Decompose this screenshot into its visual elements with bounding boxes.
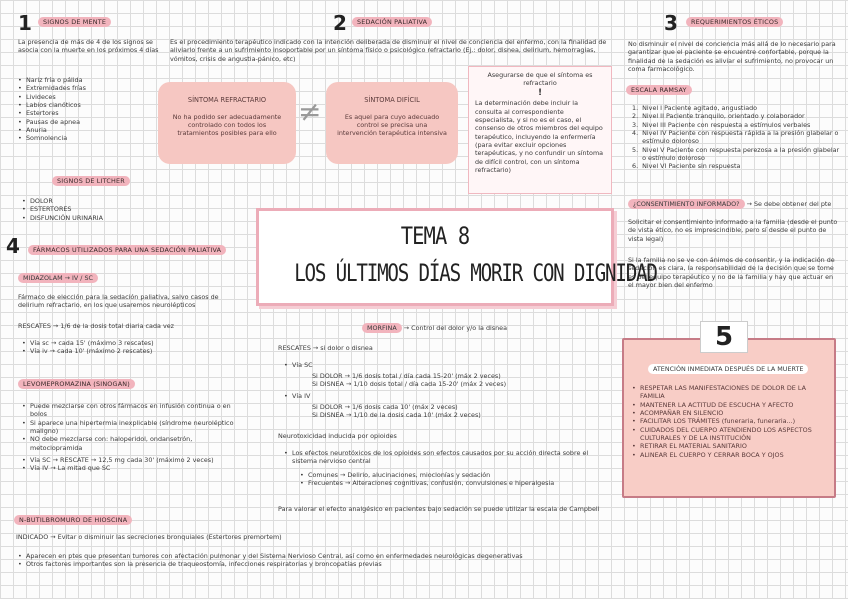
refractory-card-text: No ha podido ser adecuadamente controlado con todos los tratamientos posibles para ello: [172, 112, 282, 138]
via-iv: • Vía IV: [284, 392, 614, 400]
rescates-list: [22, 339, 232, 356]
ramsay-text: Nivel III Paciente con respuesta a estímulos verbales: [642, 120, 811, 129]
list-item: • Vía iv → cada 10' (máximo 2 rescates): [22, 347, 232, 355]
warning-icon: !: [537, 87, 543, 98]
ramsay-num: 4.: [632, 128, 639, 137]
butil-title: N-BUTILBROMURO DE HIOSCINA: [14, 515, 132, 525]
levo-title: LEVOMEPROMAZINA (SINOGAN): [18, 379, 135, 389]
morfina-routes: [284, 361, 614, 369]
list-item: • RETIRAR EL MATERIAL SANITARIO: [632, 442, 830, 450]
rescates-text: RESCATES → 1/6 de la dosis total diaria cada vez: [18, 322, 175, 330]
list-item: • Vía SC → RESCATE → 12,5 mg cada 30' (máximo 2 veces): [22, 456, 240, 464]
list-item: • CUIDADOS DEL CUERPO ATENDIENDO LOS ASPECTOS CULTURALES Y DE LA INSTITUCIÓN: [632, 426, 830, 443]
list-item: • Frecuentes → Alteraciones cognitivas, confusión, convulsiones e hiperalgesia: [300, 479, 610, 487]
section-1-intro: La presencia de más de 4 de los signos se asocia con la muerte en los próximos 4 días: [18, 38, 159, 55]
list-item: • Estertores: [18, 109, 158, 117]
neuro-list: [284, 449, 614, 466]
list-item: • DOLOR: [22, 197, 162, 205]
list-item: • Aparecen en ptes que presentan tumores con afectación pulmonar y del Sistema Nervioso Central, así como en enfermedades neurológicas degenerativas: [18, 552, 638, 560]
section-5-title: ATENCIÓN INMEDIATA DESPUÉS DE LA MUERTE: [648, 364, 808, 374]
section-1-number: 1: [18, 11, 32, 35]
butil-list: [18, 552, 638, 569]
section-5-number: 5: [714, 322, 734, 352]
morfina-routes-iv: [284, 392, 614, 400]
consent-line: [628, 199, 842, 209]
morfina-title: MORFINA: [362, 323, 402, 333]
note-text: La determinación debe incluir la consulta al correspondiente especialista, y si no es el caso, el consenso de otros miembros del equipo terapéutico, incluyendo la enfermería (para evitar excluir opciones terapéuticas, y no confundir un síntoma de difícil control, con un síntoma refractario): [475, 99, 604, 174]
ramsay-list: [632, 104, 842, 171]
ramsay-level: [632, 104, 842, 112]
ramsay-level: [632, 162, 842, 170]
morfina-subtitle: → Control del dolor y/o la disnea: [403, 324, 508, 332]
main-title-line-2: LOS ÚLTIMOS DÍAS MORIR CON DIGNIDAD: [294, 259, 657, 288]
consent-text-2: Si la familia no se ve con ánimos de consentir, y la indicación de sedación es clara, la responsabilidad de la decisión que se tome es del equipo terapéutico y no de la familia y hay que actuar en el mayor bien del enfermo: [628, 256, 835, 289]
morfina-line: [362, 323, 622, 333]
consent-question: ¿CONSENTIMIENTO INFORMADO?: [628, 199, 745, 209]
section-2-intro: Es el procedimiento terapéutico indicado con la intención deliberada de disminuir el nivel de conciencia del enfermo, con la finalidad de aliviarlo frente a un sufrimiento insoportable por un síntoma físico o psicológico refractario (Ej.: dolor, disnea, delirium, hemorragias, vómitos, crisis de angustia-pánico, etc): [170, 38, 607, 63]
ramsay-text: Nivel I Paciente agitado, angustiado: [642, 104, 758, 112]
morfina-rescates: RESCATES → si dolor o disnea: [278, 344, 373, 352]
midazolam-text: Fármaco de elección para la sedación paliativa, salvo casos de delirium refractario, en los que usaremos neurolépticos: [18, 293, 219, 310]
list-item: • ESTERTORES: [22, 205, 162, 213]
refractory-note-box: [468, 66, 612, 194]
midazolam-title: MIDAZOLAM → IV / SC: [18, 273, 98, 283]
list-item: • Vía sc → cada 15' (máximo 3 rescates): [22, 339, 232, 347]
list-item: • Livideces: [18, 93, 158, 101]
section-5-list: [632, 384, 830, 459]
indicado-text: INDICADO → Evitar o disminuir las secreciones bronquiales (Estertores premortem): [16, 533, 282, 541]
list-item: • NO debe mezclarse con: haloperidol, ondansetrón, metoclopramida: [22, 435, 240, 452]
neuro-title: Neurotoxicidad inducida por opioides: [278, 432, 397, 440]
not-equal-icon: ≠: [298, 95, 322, 128]
list-item: • Los efectos neurotóxicos de los opioides son efectos causados por su acción directa sobre el sistema nervioso central: [284, 449, 614, 466]
list-item: • Anuria: [18, 126, 158, 134]
section-3-intro: No disminuir el nivel de conciencia más allá de lo necesario para garantizar que el paciente se encuentre confortable, porque la finalidad de la sedación es aliviar el sufrimiento, no provocar un coma farmacológico.: [628, 40, 836, 73]
neuro-sublist: [300, 471, 610, 488]
list-item: • MANTENER LA ACTITUD DE ESCUCHA Y AFECTO: [632, 401, 830, 409]
list-item: • Vía IV → La mitad que SC: [22, 464, 240, 472]
section-4-title: FÁRMACOS UTILIZADOS PARA UNA SEDACIÓN PALIATIVA: [28, 245, 226, 255]
main-title-line-1: TEMA 8: [400, 222, 470, 250]
list-item: • Labios cianóticos: [18, 101, 158, 109]
ramsay-num: 5.: [632, 145, 639, 154]
main-title-box: [256, 208, 657, 306]
campbell-note: Para valorar el efecto analgésico en pacientes bajo sedación se puede utilizar la escala de Campbell: [278, 505, 600, 513]
list-item: • Somnolencia: [18, 134, 158, 142]
list-item: • Comunes → Delirio, alucinaciones, mioclonías y sedación: [300, 471, 610, 479]
list-item: • RESPETAR LAS MANIFESTACIONES DE DOLOR DE LA FAMILIA: [632, 384, 830, 401]
ramsay-text: Nivel II Paciente tranquilo, orientado y colaborador: [642, 112, 805, 121]
list-item: • Puede mezclarse con otros fármacos en infusión continua o en bolos: [22, 402, 240, 419]
ramsay-num: 1.: [632, 104, 639, 112]
iv-dolor: Si DOLOR → 1/6 dosis cada 10' (máx 2 veces): [312, 403, 458, 411]
sc-disnea: Si DISNEA → 1/10 dosis total / día cada 15-20' (máx 2 veces): [312, 380, 507, 389]
via-iv-detail: [312, 403, 612, 420]
section-3-title: REQUERIMIENTOS ÉTICOS: [686, 17, 783, 27]
section-2-title: SEDACIÓN PALIATIVA: [352, 17, 432, 27]
section-2-number: 2: [333, 11, 347, 35]
list-item: • Pausas de apnea: [18, 118, 158, 126]
list-item: • ACOMPAÑAR EN SILENCIO: [632, 409, 830, 417]
levo-list: [22, 402, 240, 473]
sc-dolor: Si DOLOR → 1/6 dosis total / día cada 15-20' (máx 2 veces): [312, 372, 501, 380]
via-sc-detail: [312, 372, 612, 389]
section-3-number: 3: [664, 11, 678, 35]
refractory-card: [158, 82, 296, 164]
consent-answer: → Se debe obtener del pte: [746, 200, 832, 208]
list-item: • Otros factores importantes son la presencia de traqueostomía, infecciones respiratorias y broncopatías previas: [18, 560, 638, 568]
via-sc: • Vía SC: [284, 361, 614, 369]
refractory-card-title: SÍNTOMA REFRACTARIO: [187, 96, 267, 104]
list-item: • Si aparece una hipertermia inexplicable (síndrome neuroléptico maligno): [22, 419, 240, 436]
section-5-number-box: [700, 321, 748, 353]
litcher-list: [22, 197, 162, 222]
ramsay-num: 2.: [632, 112, 639, 121]
ramsay-num: 3.: [632, 120, 639, 129]
ramsay-title: ESCALA RAMSAY: [626, 85, 692, 95]
section-4-number: 4: [6, 234, 20, 258]
ramsay-level: [632, 121, 842, 129]
litcher-title: SIGNOS DE LITCHER: [52, 176, 130, 186]
ramsay-text: Nivel VI Paciente sin respuesta: [642, 162, 741, 171]
ramsay-level: [632, 129, 842, 146]
note-title: Asegurarse de que el síntoma es refractario: [487, 71, 593, 88]
difficult-card: [326, 82, 458, 164]
signos-list: [18, 76, 158, 143]
difficult-card-text: Es aquel para cuyo adecuado control se precisa una intervención terapéutica intensiva: [337, 112, 447, 138]
list-item: • Extremidades frías: [18, 84, 158, 92]
section-1-title: SIGNOS DE MENTE: [38, 17, 111, 27]
consent-text-1: Solicitar el consentimiento informado a la familia (desde el punto de vista ético, no es imprescindible, pero sí desde el punto de vista legal): [628, 218, 838, 243]
iv-disnea: Si DISNEA → 1/10 de la dosis cada 10' (máx 2 veces): [312, 411, 481, 420]
ramsay-level: [632, 112, 842, 120]
list-item: • ALINEAR EL CUERPO Y CERRAR BOCA Y OJOS: [632, 451, 830, 459]
ramsay-text: Nivel IV Paciente con respuesta rápida a la presión glabelar o estímulo doloroso: [642, 128, 839, 146]
list-item: • Nariz fría o pálida: [18, 76, 158, 84]
ramsay-text: Nivel V Paciente con respuesta perezosa a la presión glabelar o estímulo doloroso: [642, 145, 840, 162]
difficult-card-title: SÍNTOMA DIFÍCIL: [364, 96, 420, 104]
ramsay-level: [632, 146, 842, 163]
ramsay-num: 6.: [632, 162, 639, 171]
list-item: • DISFUNCIÓN URINARIA: [22, 214, 162, 222]
list-item: • FACILITAR LOS TRÁMITES (funeraria, funeraria...): [632, 417, 830, 425]
